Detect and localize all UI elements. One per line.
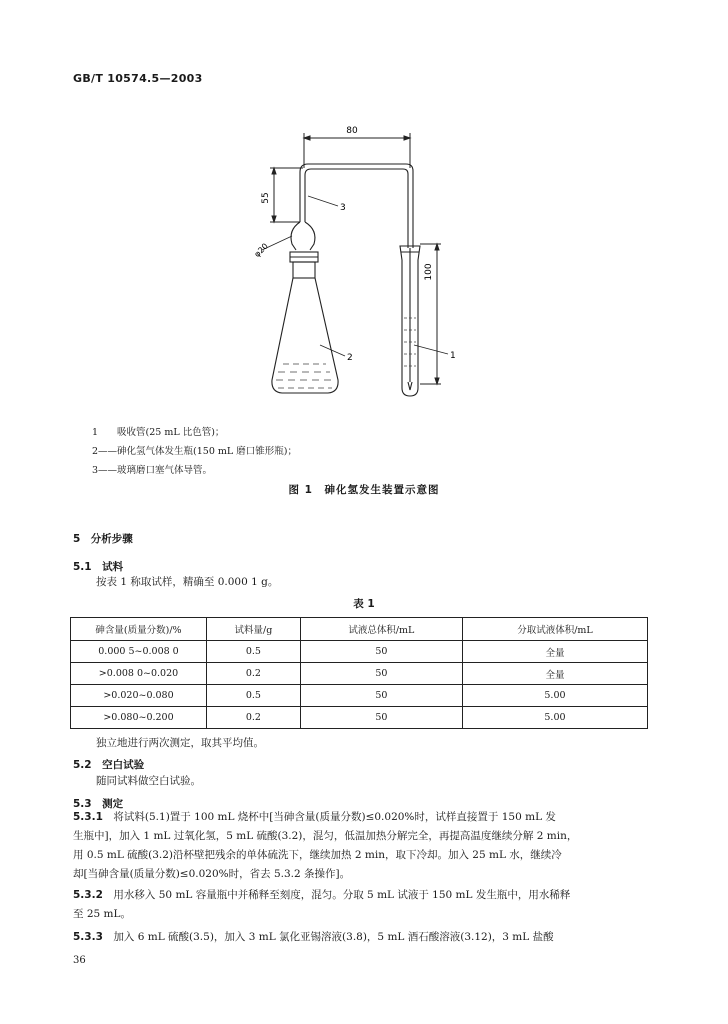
- section-5-1-title: 5.1 试料: [73, 561, 124, 573]
- clause-number: 5.3.3: [73, 931, 103, 943]
- col-header: 砷含量(质量分数)/%: [71, 618, 207, 641]
- clause-line: 将试料(5.1)置于 100 mL 烧杯中[当砷含量(质量分数)≤0.020%时，试样直接置于 150 mL 发: [113, 811, 556, 823]
- section-5-title: 5 分析步骤: [73, 533, 133, 545]
- clause-line: 生瓶中]，加入 1 mL 过氧化氢，5 mL 硫酸(3.2)，混匀，低温加热分解完全，再提高温度继续分解 2 min，: [73, 830, 578, 842]
- table-cell: 50: [300, 663, 462, 685]
- absorption-tube: [400, 246, 420, 396]
- table-cell: 全量: [462, 641, 647, 663]
- table-1: [70, 617, 648, 729]
- clause-5-3-3: [73, 928, 653, 947]
- table-cell: 50: [300, 685, 462, 707]
- table-cell: 0.2: [207, 707, 301, 729]
- section-5-1-text: 按表 1 称取试样，精确至 0.000 1 g。: [96, 576, 279, 588]
- table-title: 表 1: [353, 598, 375, 610]
- table-row: [71, 641, 648, 663]
- col-header: 试液总体积/mL: [300, 618, 462, 641]
- clause-line: 用水移入 50 mL 容量瓶中并稀释至刻度，混匀。分取 5 mL 试液于 150 mL 发生瓶中，用水稀释: [113, 889, 571, 901]
- col-header: 试料量/g: [207, 618, 301, 641]
- legend-item-3: 3——玻璃磨口塞气体导管。: [92, 465, 213, 476]
- clause-line: 加入 6 mL 硫酸(3.5)，加入 3 mL 氯化亚锡溶液(3.8)，5 mL 酒石酸溶液(3.12)，3 mL 盐酸: [113, 931, 554, 943]
- part-label-3: 3: [340, 203, 346, 213]
- table-row: [71, 685, 648, 707]
- part-label-1: 1: [450, 351, 456, 361]
- table-cell: >0.080~0.200: [71, 707, 207, 729]
- table-cell: 50: [300, 641, 462, 663]
- table-cell: 5.00: [462, 707, 647, 729]
- after-table-text: 独立地进行两次测定，取其平均值。: [96, 737, 264, 749]
- table-row: [71, 663, 648, 685]
- part-label-2: 2: [347, 353, 353, 363]
- clause-number: 5.3.1: [73, 811, 103, 823]
- table-header-row: [71, 618, 648, 641]
- dim-label-100: 100: [424, 263, 434, 281]
- clause-line: 至 25 mL。: [73, 908, 131, 920]
- clause-line: 用 0.5 mL 硫酸(3.2)沿杯壁把残余的单体硫洗下，继续加热 2 min，取下冷却。加入 25 mL 水，继续冷: [73, 849, 562, 861]
- section-5-3-title: 5.3 测定: [73, 798, 124, 810]
- page-number: 36: [73, 955, 86, 966]
- table-cell: 0.000 5~0.008 0: [71, 641, 207, 663]
- section-5-2-title: 5.2 空白试验: [73, 759, 145, 771]
- dim-label-55: 55: [261, 192, 271, 204]
- table-cell: 5.00: [462, 685, 647, 707]
- dim-label-diameter: φ20: [252, 241, 270, 259]
- table-row: [71, 707, 648, 729]
- clause-line: 却[当砷含量(质量分数)≤0.020%时，省去 5.3.2 条操作]。: [73, 868, 351, 880]
- clause-number: 5.3.2: [73, 889, 103, 901]
- apparatus-figure: [0, 0, 728, 420]
- standard-code-header: GB/T 10574.5—2003: [73, 72, 203, 85]
- gas-delivery-tube: [291, 164, 413, 250]
- clause-5-3-2: [73, 886, 653, 924]
- table-cell: 全量: [462, 663, 647, 685]
- col-header: 分取试液体积/mL: [462, 618, 647, 641]
- table-cell: 0.5: [207, 641, 301, 663]
- clause-5-3-1: [73, 808, 653, 884]
- legend-item-1: 1 吸收管(25 mL 比色管)；: [92, 427, 225, 438]
- flask-liquid-lines: [276, 364, 334, 388]
- table-cell: 0.5: [207, 685, 301, 707]
- table-cell: 50: [300, 707, 462, 729]
- legend-item-2: 2——砷化氢气体发生瓶(150 mL 磨口锥形瓶)；: [92, 446, 297, 457]
- table-cell: >0.020~0.080: [71, 685, 207, 707]
- table-cell: 0.2: [207, 663, 301, 685]
- table-cell: >0.008 0~0.020: [71, 663, 207, 685]
- section-5-2-text: 随同试料做空白试验。: [96, 775, 201, 787]
- dim-label-80: 80: [346, 126, 358, 136]
- figure-caption: 图 1 砷化氢发生装置示意图: [288, 484, 440, 496]
